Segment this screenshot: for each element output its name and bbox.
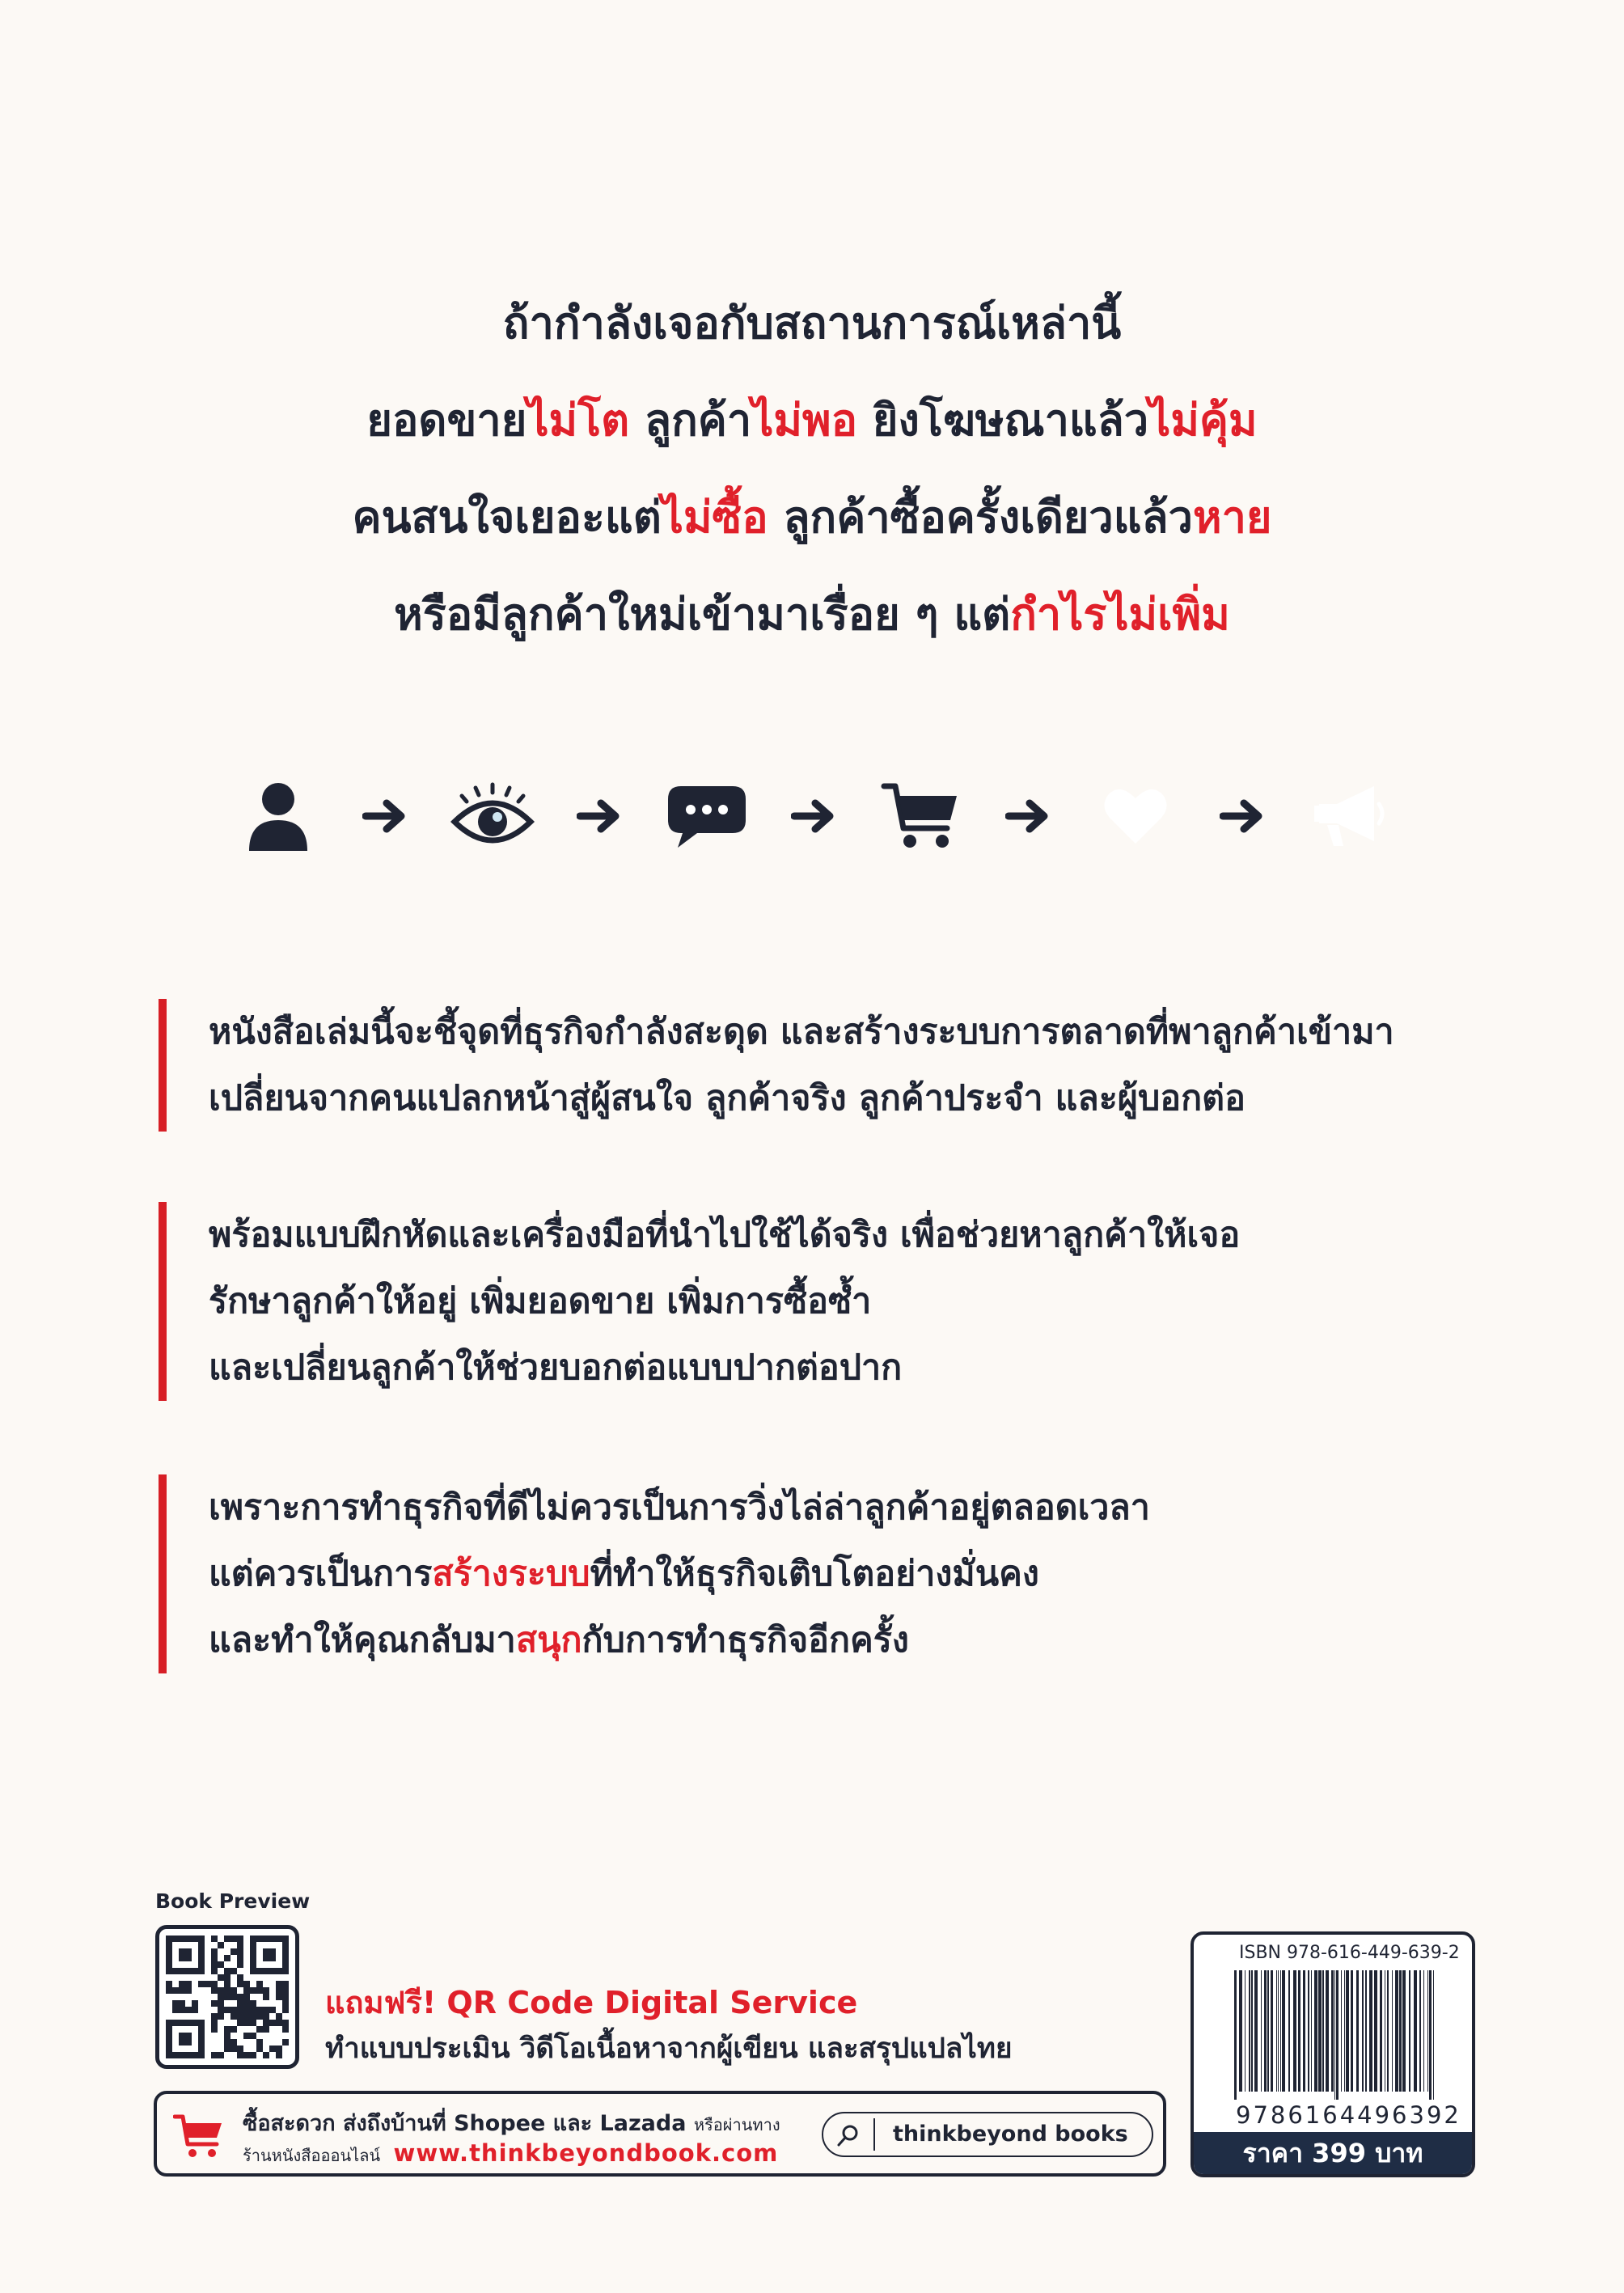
chat-bubble-icon [665, 783, 749, 849]
person-icon [245, 780, 311, 852]
flow-step-awareness [426, 750, 559, 882]
paragraph-1-line-2 [209, 1065, 1394, 1132]
highlight-text: ไม่คุ้ม [1148, 395, 1258, 446]
barcode [1234, 1970, 1436, 2100]
highlight-text: ไม่โต [527, 395, 630, 446]
headline [0, 275, 1624, 663]
search-icon [836, 2123, 861, 2147]
arrow-right-icon [1220, 796, 1265, 836]
headline-line-4 [0, 566, 1624, 663]
promo-title: แถมฟรี! QR Code Digital Service [325, 1985, 858, 2020]
text-segment: ยอดขาย [366, 395, 527, 446]
paragraph-2-line-2 [209, 1268, 1240, 1335]
text-segment: ที่ทำให้ธุรกิจเติบโตอย่างมั่นคง [590, 1554, 1039, 1594]
text-segment: กับการทำธุรกิจอีกครั้ง [582, 1620, 909, 1661]
paragraph-3 [159, 1474, 1150, 1673]
paragraph-2-line-3 [209, 1335, 1240, 1401]
price-label: ราคา 399 บาท [1194, 2132, 1472, 2174]
purchase-text [243, 2105, 780, 2140]
headline-line-3 [0, 469, 1624, 566]
qr-code-icon[interactable] [155, 1925, 299, 2069]
website-link[interactable]: www.thinkbeyondbook.com [393, 2139, 779, 2167]
text-segment: คนสนใจเยอะแต่ [352, 492, 662, 543]
headline-line-1: ถ้ากำลังเจอกับสถานการณ์เหล่านี้ [502, 298, 1122, 349]
purchase-line-1-small: หรือผ่านทาง [693, 2115, 780, 2134]
text-segment: ลูกค้า [629, 395, 752, 446]
megaphone-icon [1311, 781, 1389, 851]
paragraph-1 [159, 999, 1394, 1132]
flow-step-loyalty [1069, 750, 1202, 882]
flow-step-purchase [855, 750, 988, 882]
isbn-box [1191, 1931, 1475, 2177]
text-segment: หนังสือเล่มนี้จะชี้จุดที่ธุรกิจกำลังสะดุด และสร้างระบบการตลาดที่พาลูกค้าเข้ามา [209, 1012, 1394, 1052]
text-segment: และทำให้คุณกลับมา [209, 1620, 516, 1661]
text-segment: เปลี่ยนจากคนแปลกหน้าสู่ผู้สนใจ ลูกค้าจริง ลูกค้าประจำ และผู้บอกต่อ [209, 1078, 1245, 1119]
paragraph-2-line-1 [209, 1202, 1240, 1268]
search-divider [873, 2118, 875, 2151]
highlight-text: ไม่พอ [751, 395, 858, 446]
paragraph-3-line-2 [209, 1541, 1150, 1607]
paragraph-3-line-3 [209, 1607, 1150, 1673]
book-preview-label: Book Preview [155, 1889, 311, 1913]
highlight-text: ไม่ซื้อ [661, 492, 768, 543]
purchase-store-line [243, 2139, 778, 2168]
heart-icon [1102, 785, 1169, 847]
paragraph-2 [159, 1202, 1240, 1401]
shopping-cart-icon [173, 2112, 225, 2160]
flow-step-advocacy [1284, 750, 1416, 882]
arrow-right-icon [1005, 796, 1051, 836]
highlight-text: สนุก [515, 1620, 582, 1661]
promo-subtitle: ทำแบบประเมิน วิดีโอเนื้อหาจากผู้เขียน และสรุปแปลไทย [325, 2033, 1013, 2065]
isbn-digits: 9786164496392 [1236, 2101, 1461, 2129]
text-segment: ยิงโฆษณาแล้ว [857, 395, 1149, 446]
text-segment: รักษาลูกค้าให้อยู่ เพิ่มยอดขาย เพิ่มการซื้อซ้ำ [209, 1281, 872, 1322]
shopping-cart-icon [881, 780, 962, 852]
purchase-line-2: ร้านหนังสือออนไลน์ [243, 2146, 381, 2165]
highlight-text: สร้างระบบ [432, 1554, 590, 1594]
text-segment: แต่ควรเป็นการ [209, 1554, 433, 1594]
arrow-right-icon [791, 796, 836, 836]
flow-step-engagement [641, 750, 773, 882]
text-segment: ลูกค้าซื้อครั้งเดียวแล้ว [768, 492, 1193, 543]
purchase-line-1: ซื้อสะดวก ส่งถึงบ้านที่ Shopee และ Lazada [243, 2111, 687, 2136]
eye-icon [450, 780, 535, 852]
highlight-text: หาย [1192, 492, 1272, 543]
highlight-text: กำไรไม่เพิ่ม [1010, 589, 1230, 640]
search-input[interactable]: thinkbeyond books [893, 2122, 1128, 2147]
flow-step-person [212, 750, 345, 882]
text-segment: และเปลี่ยนลูกค้าให้ช่วยบอกต่อแบบปากต่อปาก [209, 1347, 903, 1388]
isbn-label: ISBN 978-616-449-639-2 [1239, 1943, 1460, 1963]
paragraph-3-line-1 [209, 1474, 1150, 1541]
headline-line-2 [0, 372, 1624, 469]
paragraph-1-line-1 [209, 999, 1394, 1065]
text-segment: หรือมีลูกค้าใหม่เข้ามาเรื่อย ๆ แต่ [394, 589, 1011, 640]
arrow-right-icon [362, 796, 408, 836]
store-search-box[interactable] [822, 2112, 1153, 2157]
arrow-right-icon [577, 796, 622, 836]
purchase-box [154, 2091, 1166, 2177]
text-segment: เพราะการทำธุรกิจที่ดีไม่ควรเป็นการวิ่งไล่ล่าลูกค้าอยู่ตลอดเวลา [209, 1487, 1150, 1528]
text-segment: พร้อมแบบฝึกหัดและเครื่องมือที่นำไปใช้ได้จริง เพื่อช่วยหาลูกค้าให้เจอ [209, 1215, 1241, 1255]
